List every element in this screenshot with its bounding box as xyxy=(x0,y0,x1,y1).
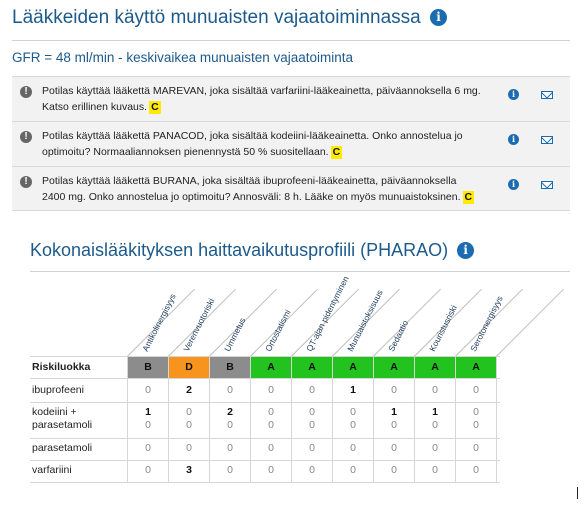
score-value: 0 xyxy=(268,419,274,431)
warning-message: Potilas käyttää lääkettä PANACOD, joka sisältää kodeiini-lääkeainetta. Onko annostelua jo optimoitu? Normaaliannoksen pienennystä 50 % suositellaan. xyxy=(42,130,463,158)
score-value: 0 xyxy=(391,442,397,454)
column-header-label: Ummetus xyxy=(222,316,248,353)
drug-name-line: parasetamoli xyxy=(32,419,93,431)
column-header-label: Serotonergisyys xyxy=(468,294,505,353)
warning-message: Potilas käyttää lääkettä MAREVAN, joka sisältää varfariini-lääkeainetta, päiväannoksella 6 mg. Katso erillinen kuvaus. xyxy=(42,85,481,113)
score-value: 0 xyxy=(186,406,192,418)
score-cell xyxy=(456,442,496,455)
risk-class-cell: A xyxy=(333,356,373,378)
risk-row-label: Riskiluokka xyxy=(32,361,91,373)
score-value: 0 xyxy=(432,419,438,431)
score-cell xyxy=(169,442,209,455)
table-row-divider xyxy=(30,460,500,461)
score-value: 0 xyxy=(350,442,356,454)
table-row-divider xyxy=(30,378,500,379)
page-title xyxy=(12,7,447,29)
drug-name-line: ibuprofeeni xyxy=(32,384,84,396)
score-cell xyxy=(415,406,455,432)
score-cell xyxy=(333,442,373,455)
score-cell xyxy=(169,384,209,397)
score-value: 2 xyxy=(186,384,192,396)
gfr-subtitle: GFR = 48 ml/min - keskivaikea munuaisten vajaatoiminta xyxy=(12,50,354,65)
class-badge: C xyxy=(464,191,473,203)
table-row-divider xyxy=(30,482,500,483)
score-cell xyxy=(251,406,291,432)
score-value: 1 xyxy=(350,384,356,396)
drug-name-line: varfariini xyxy=(32,464,72,476)
warning-list xyxy=(12,76,570,211)
score-cell xyxy=(128,464,168,477)
score-value: 0 xyxy=(268,442,274,454)
score-cell xyxy=(415,464,455,477)
score-value: 0 xyxy=(309,406,315,418)
score-value: 0 xyxy=(309,384,315,396)
score-value: 0 xyxy=(227,442,233,454)
score-cell xyxy=(210,464,250,477)
drug-row-label xyxy=(32,464,128,477)
table-column-divider xyxy=(496,356,497,482)
table-row-divider xyxy=(30,356,500,357)
warning-text xyxy=(42,173,482,205)
score-value: 0 xyxy=(145,384,151,396)
score-value: 0 xyxy=(350,419,356,431)
column-header-label: Munuaistoksisuus xyxy=(345,288,385,353)
warning-row xyxy=(12,76,570,121)
score-value: 0 xyxy=(391,384,397,396)
score-value: 0 xyxy=(268,384,274,396)
score-value: 0 xyxy=(391,464,397,476)
text-cursor xyxy=(577,487,578,499)
score-value: 0 xyxy=(350,406,356,418)
score-value: 0 xyxy=(350,464,356,476)
risk-class-cell: A xyxy=(251,356,291,378)
score-value: 0 xyxy=(227,384,233,396)
column-header-label: QT-ajan pidentyminen xyxy=(304,274,351,353)
score-cell xyxy=(251,384,291,397)
score-cell xyxy=(333,406,373,432)
score-value: 0 xyxy=(145,419,151,431)
score-value: 0 xyxy=(227,464,233,476)
risk-class-cell: B xyxy=(210,356,250,378)
score-value: 0 xyxy=(227,419,233,431)
drug-row-label xyxy=(32,406,128,432)
score-cell xyxy=(333,464,373,477)
score-cell xyxy=(210,442,250,455)
score-value: 0 xyxy=(145,442,151,454)
score-value: 0 xyxy=(473,384,479,396)
column-header-label: Verenvuotoriski xyxy=(181,296,217,353)
score-cell xyxy=(415,442,455,455)
warning-row xyxy=(12,166,570,211)
column-header-label: Ortostatismi xyxy=(263,308,293,353)
drug-name-line: parasetamoli xyxy=(32,442,93,454)
score-value: 0 xyxy=(309,442,315,454)
score-cell xyxy=(292,464,332,477)
info-icon[interactable]: i xyxy=(430,9,447,26)
column-header-label: Sedaatio xyxy=(386,318,411,353)
score-value: 2 xyxy=(227,406,233,418)
class-badge: C xyxy=(151,101,159,113)
score-cell xyxy=(292,384,332,397)
risk-class-cell: A xyxy=(456,356,496,378)
pharao-title-text: Kokonaislääkityksen haittavaikutusprofiili (PHARAO) xyxy=(30,240,449,260)
score-value: 0 xyxy=(432,384,438,396)
pharao-info-icon[interactable]: i xyxy=(457,242,474,259)
score-cell xyxy=(128,406,168,432)
risk-class-cell: A xyxy=(415,356,455,378)
score-value: 0 xyxy=(473,442,479,454)
warning-row xyxy=(12,121,570,166)
warning-text xyxy=(42,83,482,115)
score-cell xyxy=(292,406,332,432)
column-header-label: Antikolinergisyys xyxy=(140,292,178,353)
score-cell xyxy=(169,464,209,477)
score-value: 0 xyxy=(186,419,192,431)
score-cell xyxy=(251,442,291,455)
risk-class-cell: D xyxy=(169,356,209,378)
score-value: 0 xyxy=(473,406,479,418)
pharao-title xyxy=(30,240,474,261)
score-value: 0 xyxy=(268,464,274,476)
info-icon[interactable]: i xyxy=(508,134,519,145)
score-value: 1 xyxy=(391,406,397,418)
info-icon[interactable]: i xyxy=(508,89,519,100)
score-cell xyxy=(292,442,332,455)
risk-class-cell: A xyxy=(374,356,414,378)
mail-icon[interactable] xyxy=(541,91,553,99)
page-title-text: Lääkkeiden käyttö munuaisten vajaatoiminnassa xyxy=(12,7,421,28)
score-cell xyxy=(456,406,496,432)
exclamation-icon: ! xyxy=(20,86,32,98)
score-cell xyxy=(210,406,250,432)
info-icon[interactable]: i xyxy=(508,179,519,190)
score-cell xyxy=(128,442,168,455)
pharao-divider xyxy=(30,271,570,272)
score-value: 3 xyxy=(186,464,192,476)
score-value: 0 xyxy=(432,464,438,476)
score-value: 0 xyxy=(268,406,274,418)
score-value: 1 xyxy=(432,406,438,418)
score-value: 0 xyxy=(145,464,151,476)
column-header-label: Kouristusriski xyxy=(427,303,459,353)
score-value: 0 xyxy=(391,419,397,431)
risk-class-cell: A xyxy=(292,356,332,378)
drug-row-label xyxy=(32,442,128,455)
score-value: 0 xyxy=(186,442,192,454)
score-value: 0 xyxy=(473,464,479,476)
warning-text xyxy=(42,128,482,160)
warning-message: Potilas käyttää lääkettä BURANA, joka sisältää ibuprofeeni-lääkeainetta, päiväannoksella 2400 mg. Onko annostelua jo optimoitu? Annosväli: 8 h. Lääke on myös munuaistoksinen. xyxy=(42,175,461,203)
score-cell xyxy=(374,384,414,397)
table-row-divider xyxy=(30,402,500,403)
score-value: 0 xyxy=(309,464,315,476)
score-cell xyxy=(374,442,414,455)
title-divider xyxy=(12,40,570,41)
score-cell xyxy=(333,384,373,397)
score-cell xyxy=(415,384,455,397)
column-header-divider xyxy=(496,289,564,357)
class-badge: C xyxy=(332,146,341,158)
score-cell xyxy=(251,464,291,477)
score-cell xyxy=(456,384,496,397)
score-value: 1 xyxy=(145,406,151,418)
exclamation-icon: ! xyxy=(20,176,32,188)
score-cell xyxy=(374,406,414,432)
score-cell xyxy=(374,464,414,477)
risk-class-cell: B xyxy=(128,356,168,378)
score-cell xyxy=(456,464,496,477)
score-value: 0 xyxy=(432,442,438,454)
score-value: 0 xyxy=(473,419,479,431)
score-cell xyxy=(210,384,250,397)
score-cell xyxy=(169,406,209,432)
mail-icon[interactable] xyxy=(541,136,553,144)
table-row-divider xyxy=(30,438,500,439)
score-cell xyxy=(128,384,168,397)
pharao-table xyxy=(30,274,570,495)
score-value: 0 xyxy=(309,419,315,431)
mail-icon[interactable] xyxy=(541,181,553,189)
exclamation-icon: ! xyxy=(20,131,32,143)
drug-name-line: kodeiini + xyxy=(32,406,77,418)
drug-row-label xyxy=(32,384,128,397)
